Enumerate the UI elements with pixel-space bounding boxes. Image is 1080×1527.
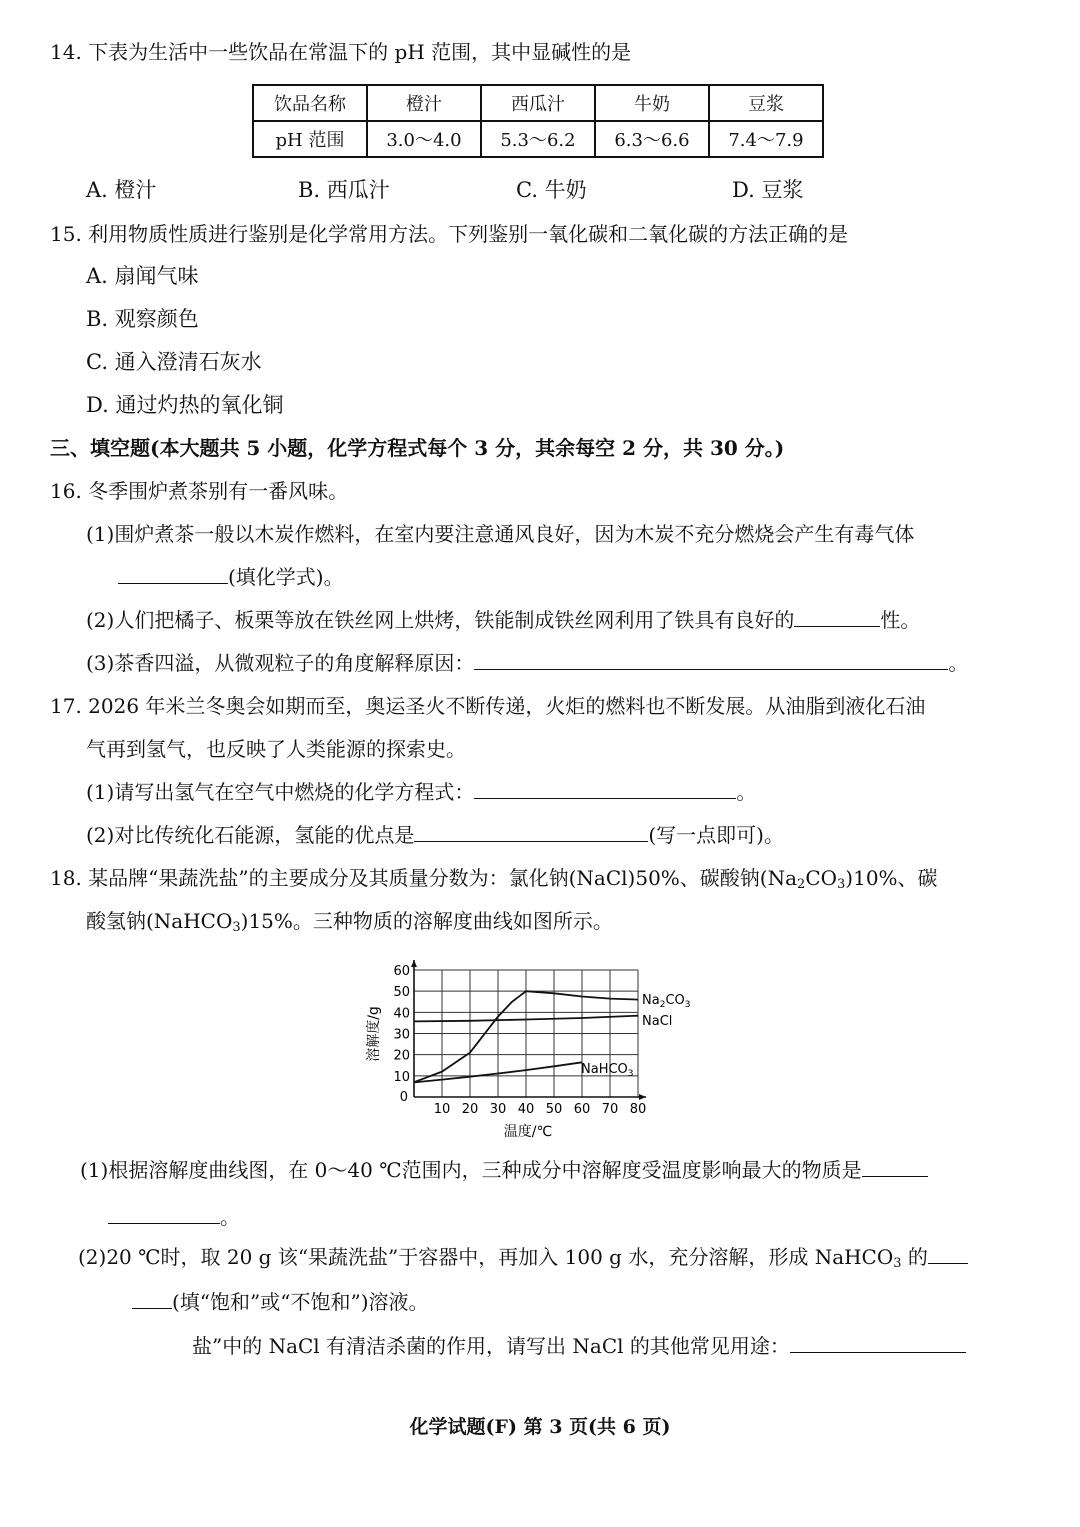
answer-blank[interactable] (928, 1243, 968, 1264)
q18-part3 (192, 1332, 966, 1360)
q18-part2-line2 (132, 1288, 429, 1316)
chart-ylabel: 溶解度/g (366, 1006, 382, 1062)
q16-part3-text: (3)茶香四溢，从微观粒子的角度解释原因： (86, 651, 475, 675)
page-footer: 化学试题(F) 第 3 页(共 6 页) (409, 1416, 671, 1438)
answer-blank[interactable] (474, 778, 736, 799)
q16-part1-line2 (118, 563, 344, 591)
q17-part2-text: (2)对比传统化石能源，氢能的优点是 (86, 823, 415, 847)
x-tick-label: 30 (489, 1102, 507, 1117)
q15-stem: 15. 利用物质性质进行鉴别是化学常用方法。下列鉴别一氧化碳和二氧化碳的方法正确的是 (50, 222, 849, 246)
y-axis-arrow (411, 960, 417, 967)
q17-part1-text: (1)请写出氢气在空气中燃烧的化学方程式： (86, 780, 475, 804)
q17-stem-line1: 17. 2026 年米兰冬奥会如期而至，奥运圣火不断传递，火炬的燃料也不断发展。从油脂到液化石油 (50, 694, 926, 718)
solubility-chart (362, 950, 722, 1146)
y-tick-label: 50 (393, 985, 410, 1001)
legend-nahco3: NaHCO$_3$ (581, 1062, 634, 1079)
q16-part3 (86, 649, 968, 677)
q18-stem-text: CO (805, 866, 838, 890)
q16-stem: 16. 冬季围炉煮茶别有一番风味。 (50, 479, 349, 503)
ph-table-cell: 3.0～4.0 (367, 121, 481, 157)
x-tick-label: 70 (601, 1102, 619, 1117)
q14-stem: 14. 下表为生活中一些饮品在常温下的 pH 范围，其中显碱性的是 (50, 40, 632, 64)
q18-stem-text: 酸氢钠(NaHCO (86, 909, 233, 933)
ph-table-header-row (253, 85, 823, 121)
ph-table-value-row (253, 121, 823, 157)
x-tick-label: 10 (433, 1102, 451, 1117)
q15-option-b: B. 观察颜色 (86, 307, 199, 331)
q16-part1-suffix: (填化学式)。 (228, 565, 344, 589)
ph-table-cell: 橙汁 (367, 85, 481, 121)
answer-blank[interactable] (414, 821, 648, 842)
ph-table-cell: 豆浆 (709, 85, 823, 121)
q17-part1 (86, 778, 756, 806)
answer-blank[interactable] (790, 1332, 966, 1353)
q16-part2-text: (2)人们把橘子、板栗等放在铁丝网上烘烤，铁能制成铁丝网利用了铁具有良好的 (86, 608, 795, 632)
section-3-heading: 三、填空题(本大题共 5 小题，化学方程式每个 3 分，其余每空 2 分，共 30 分。) (50, 436, 785, 460)
legend-nacl: NaCl (642, 1014, 673, 1029)
q18-part1-suffix: 。 (220, 1205, 240, 1229)
subscript: 3 (837, 877, 846, 892)
ph-table-cell: 西瓜汁 (481, 85, 595, 121)
answer-blank[interactable] (132, 1288, 172, 1309)
answer-blank[interactable] (118, 563, 228, 584)
q17-part2 (86, 821, 784, 849)
q14-option-c: C. 牛奶 (516, 178, 587, 202)
ph-table-cell: pH 范围 (253, 121, 367, 157)
q18-part1-text (80, 1156, 928, 1184)
y-tick-label: 60 (393, 964, 410, 979)
chart-ticks (393, 964, 646, 1117)
q14-option-d: D. 豆浆 (732, 178, 804, 202)
q16-part3-suffix: 。 (948, 651, 969, 675)
q18-part1-label: (1)根据溶解度曲线图，在 0～40 ℃范围内，三种成分中溶解度受温度影响最大的物质是 (80, 1158, 862, 1182)
y-tick-label: 30 (393, 1027, 410, 1043)
answer-blank[interactable] (794, 606, 880, 627)
q17-part2-suffix: (写一点即可)。 (648, 823, 784, 847)
ph-table-cell: 6.3～6.6 (595, 121, 709, 157)
q18-part2-suffix: (填“饱和”或“不饱和”)溶液。 (172, 1290, 429, 1314)
y-tick-label: 20 (393, 1048, 410, 1064)
ph-table (252, 84, 824, 158)
q15-option-a: A. 扇闻气味 (86, 264, 199, 288)
y-tick-label: 10 (393, 1069, 410, 1085)
answer-blank[interactable] (474, 649, 948, 670)
legend-na2co3: $Na_2CO_3$ (642, 993, 691, 1010)
origin-label: 0 (399, 1090, 408, 1105)
q14-option-b: B. 西瓜汁 (298, 178, 390, 202)
q18-stem-text: 18. 某品牌“果蔬洗盐”的主要成分及其质量分数为：氯化钠(NaCl)50%、碳酸钠(Na (50, 866, 798, 890)
q16-part2 (86, 606, 920, 634)
ph-table-cell: 牛奶 (595, 85, 709, 121)
ph-table-cell: 7.4～7.9 (709, 121, 823, 157)
y-tick-label: 40 (393, 1006, 410, 1022)
q15-option-d: D. 通过灼热的氧化铜 (86, 393, 284, 417)
q14-option-a: A. 橙汁 (86, 178, 157, 202)
q16-part2-suffix: 性。 (880, 608, 921, 632)
subscript: 2 (797, 877, 806, 892)
q18-part3-text: 盐”中的 NaCl 有清洁杀菌的作用，请写出 NaCl 的其他常见用途： (192, 1334, 790, 1358)
subscript: 3 (893, 1256, 902, 1271)
q18-stem-line1 (50, 864, 938, 899)
q18-stem-text: )10%、碳 (845, 866, 938, 890)
ph-table-cell: 饮品名称 (253, 85, 367, 121)
q18-part2-text: (2)20 ℃时，取 20 g 该“果蔬洗盐”于容器中，再加入 100 g 水，充分溶解，形成 NaHCO (78, 1245, 894, 1269)
q18-part2 (78, 1243, 968, 1278)
x-axis-arrow (639, 1094, 646, 1100)
q15-option-c: C. 通入澄清石灰水 (86, 350, 262, 374)
q17-stem-line2: 气再到氢气，也反映了人类能源的探索史。 (86, 737, 466, 761)
x-tick-label: 80 (629, 1102, 647, 1117)
q16-part1-text: (1)围炉煮茶一般以木炭作燃料，在室内要注意通风良好，因为木炭不充分燃烧会产生有毒气体 (86, 522, 915, 546)
q18-stem-text: )15%。三种物质的溶解度曲线如图所示。 (240, 909, 613, 933)
chart-grid (414, 970, 638, 1097)
x-tick-label: 20 (461, 1102, 479, 1117)
q18-stem-line2 (86, 907, 613, 942)
subscript: 3 (232, 920, 241, 935)
ph-table-cell: 5.3～6.2 (481, 121, 595, 157)
x-tick-label: 50 (545, 1102, 563, 1117)
chart-xlabel: 温度/℃ (503, 1124, 553, 1140)
q18-part1-line2 (108, 1203, 240, 1231)
x-tick-label: 40 (517, 1102, 535, 1117)
answer-blank[interactable] (862, 1156, 928, 1177)
x-tick-label: 60 (573, 1102, 591, 1117)
answer-blank[interactable] (108, 1203, 220, 1224)
q17-part1-suffix: 。 (736, 780, 757, 804)
q18-part2-text: 的 (901, 1245, 928, 1269)
